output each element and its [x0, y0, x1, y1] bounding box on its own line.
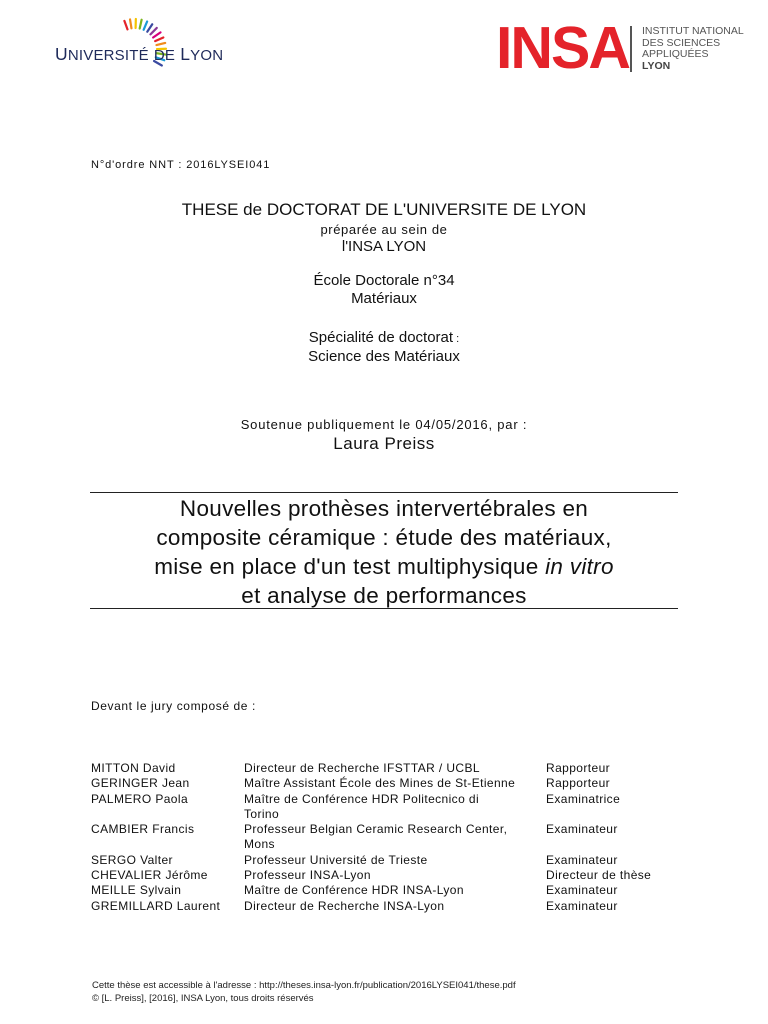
ecole-doctorale-name: Matériaux [351, 290, 417, 307]
insa-wordmark: INSA [496, 15, 629, 81]
lyon-ray [124, 21, 127, 29]
these-heading: THESE de DOCTORAT DE L'UNIVERSITE DE LYON [181, 200, 587, 219]
insa-lyon-logo [496, 15, 756, 81]
jury-row [91, 822, 618, 853]
jury-title: Professeur Université de Trieste [244, 852, 428, 867]
lyon-logo-text: UNIVERSITÉ DE LYON [55, 44, 224, 64]
author-name: Laura Preiss [333, 434, 435, 453]
jury-title: Professeur INSA-Lyon [244, 868, 371, 883]
title-rule-bottom [90, 608, 678, 609]
jury-row [91, 883, 618, 898]
jury-role: Rapporteur [546, 761, 611, 775]
jury-name: MITTON David [91, 761, 176, 775]
etablissement: l'INSA LYON [341, 238, 427, 255]
jury-role: Examinateur [546, 883, 618, 898]
jury-title: Professeur Belgian Ceramic Research Center, Mons [244, 822, 508, 852]
jury-row [91, 898, 618, 914]
jury-row [91, 776, 611, 791]
jury-name: MEILLE Sylvain [91, 883, 182, 898]
lyon-ray [144, 21, 148, 29]
lyon-ray [147, 24, 152, 31]
footer-copyright: © [L. Preiss], [2016], INSA Lyon, tous droits réservés [92, 993, 314, 1004]
lyon-ray [150, 28, 156, 34]
specialite-name: Science des Matériaux [308, 348, 460, 365]
specialite-label: Spécialité de doctorat : [308, 329, 460, 346]
lyon-ray [153, 32, 160, 37]
jury-name: GERINGER Jean [91, 776, 190, 791]
universite-de-lyon-logo [55, 14, 235, 86]
jury-row [91, 868, 652, 883]
footer-url-line: Cette thèse est accessible à l'adresse : http://theses.insa-lyon.fr/publication/2016LYSEI041/these.pdf [92, 980, 516, 991]
defense-date: Soutenue publiquement le 04/05/2016, par : [240, 417, 528, 432]
footer [92, 979, 516, 1005]
jury-name: CHEVALIER Jérôme [91, 868, 208, 883]
jury-role: Examinateur [546, 822, 618, 837]
jury-role: Examinateur [546, 852, 618, 867]
lyon-ray [140, 20, 142, 29]
jury-title: Maître Assistant École des Mines de St-Etienne [244, 776, 516, 791]
jury-role: Examinatrice [546, 791, 621, 806]
lyon-ray [155, 37, 163, 41]
jury-intro: Devant le jury composé de : [91, 699, 256, 713]
jury-role: Rapporteur [546, 776, 611, 791]
jury-name: CAMBIER Francis [91, 822, 195, 837]
jury-name: GREMILLARD Laurent [91, 898, 221, 913]
jury-row [91, 791, 621, 823]
ecole-doctorale: École Doctorale n°34 [313, 272, 455, 289]
insa-divider [630, 26, 632, 72]
jury-title: Directeur de Recherche IFSTTAR / UCBL [244, 761, 480, 775]
jury-title: Directeur de Recherche INSA-Lyon [244, 898, 445, 913]
prepared-text: préparée au sein de [320, 222, 448, 237]
jury-role: Examinateur [546, 898, 618, 913]
jury-row [91, 852, 618, 868]
jury-row [91, 761, 611, 776]
jury-name: PALMERO Paola [91, 791, 189, 806]
jury-title: Maître de Conférence HDR INSA-Lyon [244, 883, 464, 898]
title-rule-top [90, 492, 678, 493]
thesis-title: Nouvelles prothèses intervertébrales en composite céramique : étude des matériaux, mise en place d'un test multiphysique in vitro et analyse de performances [154, 496, 614, 608]
insa-subtitle: INSTITUT NATIONAL DES SCIENCES APPLIQUÉES LYON [642, 25, 744, 72]
jury-name: SERGO Valter [91, 852, 173, 867]
jury-role: Directeur de thèse [546, 868, 652, 883]
lyon-ray [130, 19, 131, 28]
jury-title: Maître de Conférence HDR Politecnico di Torino [244, 791, 480, 821]
jury-table [91, 761, 652, 914]
nnt-number: N°d'ordre NNT : 2016LYSEI041 [91, 159, 271, 171]
